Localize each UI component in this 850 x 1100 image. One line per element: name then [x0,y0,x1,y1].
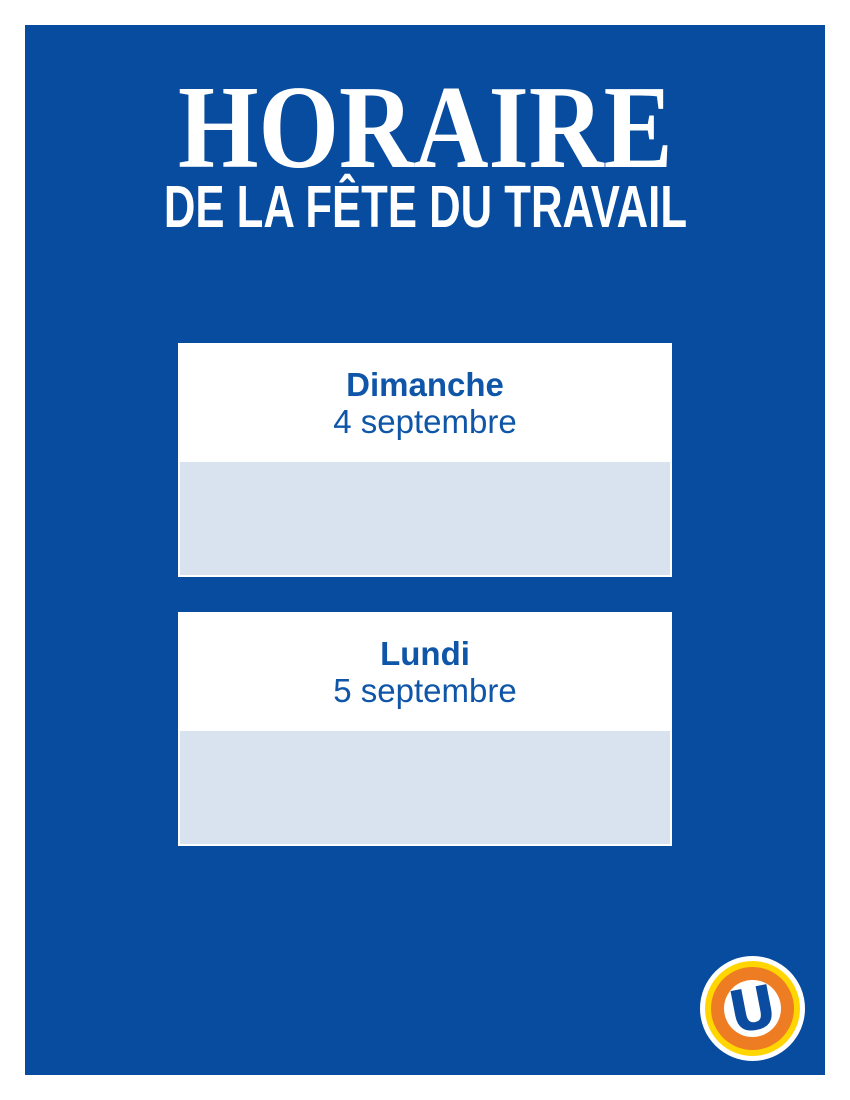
day-label: Lundi [380,634,470,672]
poster-title [25,61,825,193]
date-label: 4 septembre [333,402,517,440]
date-label: 5 septembre [333,671,517,709]
poster-title-text: HORAIRE [177,61,673,193]
card-header-monday [178,612,672,731]
hours-area-empty [180,731,670,844]
poster-subtitle-text: DE LA FÊTE DU TRAVAIL [163,174,687,240]
holiday-hours-poster [25,25,825,1075]
schedule-card-monday [178,612,672,846]
hours-area-empty [180,462,670,575]
poster-subtitle [25,174,825,240]
day-label: Dimanche [346,365,504,403]
card-header-sunday [178,343,672,462]
logo-letter-u: U [723,971,783,1048]
uniprix-u-logo [700,956,805,1061]
schedule-card-sunday [178,343,672,577]
